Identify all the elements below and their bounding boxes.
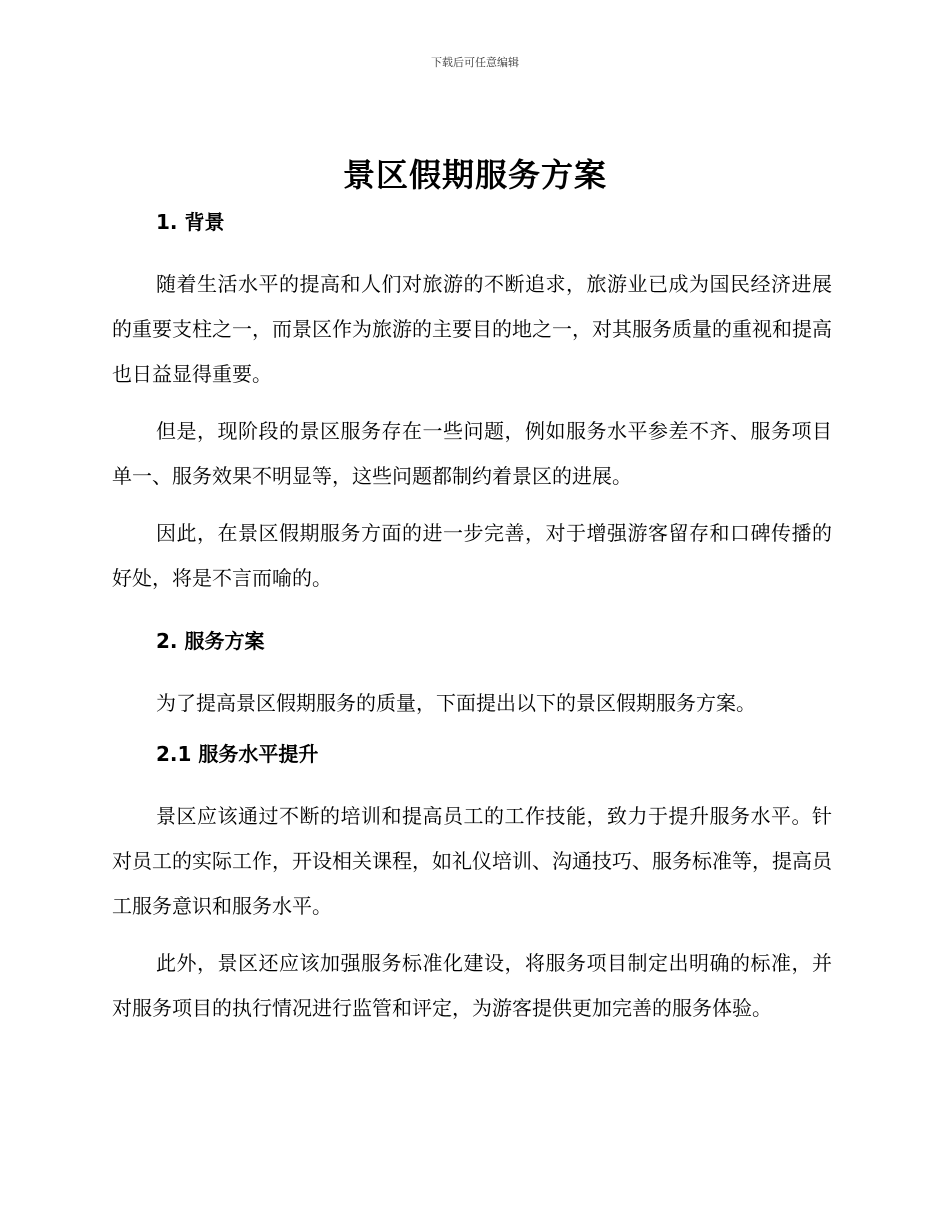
subsection-heading-service-level: 2.1 服务水平提升 [156,742,319,766]
paragraph: 但是，现阶段的景区服务存在一些问题，例如服务水平参差不齐、服务项目单一、服务效果不明显等，这些问题都制约着景区的进展。 [112,419,832,488]
section-heading-background: 1. 背景 [156,210,225,234]
paragraph: 此外，景区还应该加强服务标准化建设，将服务项目制定出明确的标准，并对服务项目的执行情况进行监管和评定，为游客提供更加完善的服务体验。 [112,951,832,1020]
paragraph: 随着生活水平的提高和人们对旅游的不断追求，旅游业已成为国民经济进展的重要支柱之一，而景区作为旅游的主要目的地之一，对其服务质量的重视和提高也日益显得重要。 [112,272,832,386]
document-title: 景区假期服务方案 [342,156,607,194]
paragraph: 因此，在景区假期服务方面的进一步完善，对于增强游客留存和口碑传播的好处，将是不言而喻的。 [112,521,832,590]
document-body [112,206,832,1031]
section-heading-service-plan: 2. 服务方案 [156,629,265,653]
paragraph: 为了提高景区假期服务的质量，下面提出以下的景区假期服务方案。 [156,691,756,715]
header-note: 下载后可任意编辑 [431,56,519,69]
paragraph: 景区应该通过不断的培训和提高员工的工作技能，致力于提升服务水平。针对员工的实际工作，开设相关课程，如礼仪培训、沟通技巧、服务标准等，提高员工服务意识和服务水平。 [112,804,832,918]
